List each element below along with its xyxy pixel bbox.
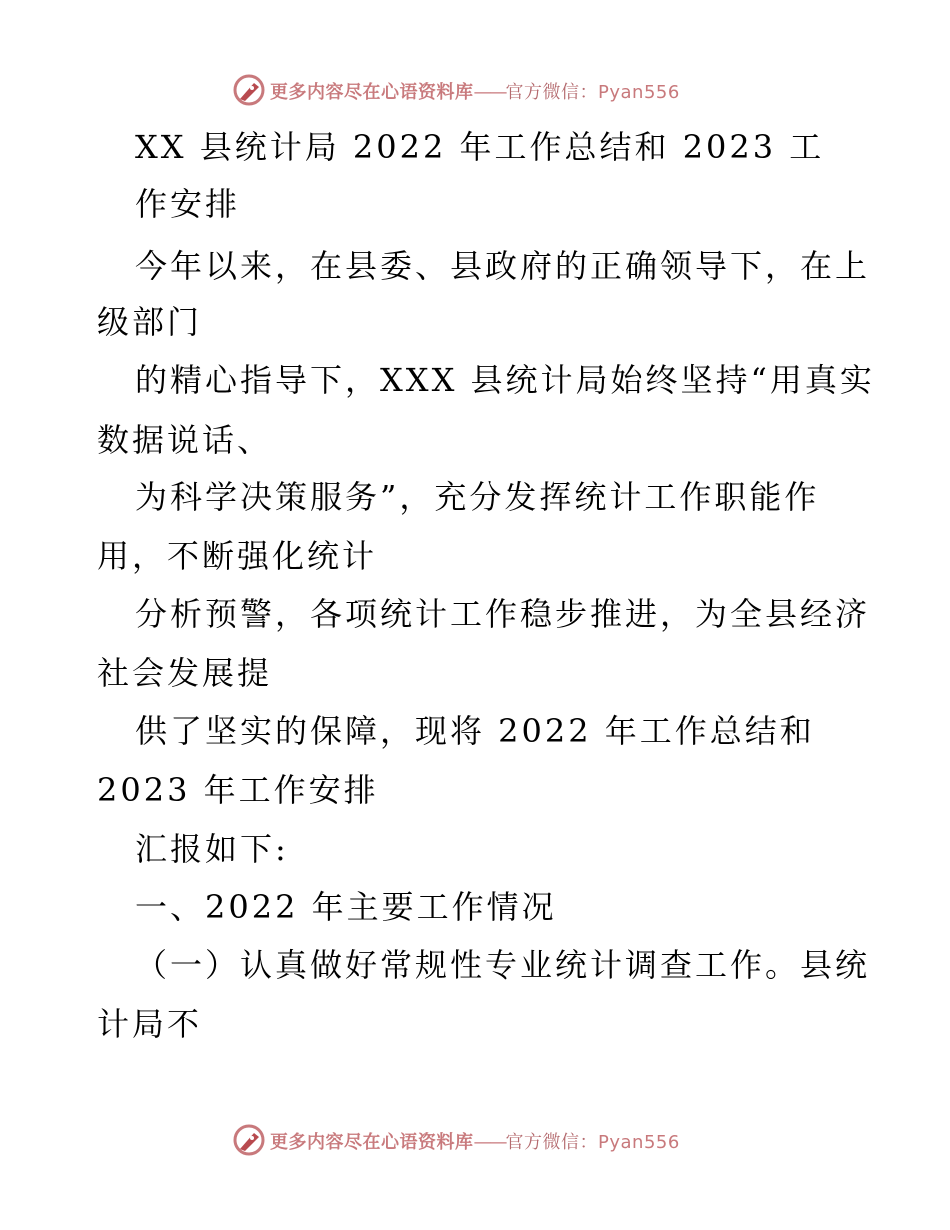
paragraph-line: 供了坚实的保障，现将 2022 年工作总结和: [135, 712, 815, 750]
watermark-brand: 更多内容尽在心语资料库: [270, 82, 474, 103]
section-heading: 一、2022 年主要工作情况: [135, 888, 557, 926]
paragraph-line: 用，不断强化统计: [97, 537, 378, 575]
paragraph-line: 2023 年工作安排: [97, 771, 379, 809]
footer-watermark-banner: [0, 1120, 950, 1160]
document-title-line-2: 作安排: [135, 185, 241, 223]
paragraph-line: 级部门: [97, 303, 203, 341]
paragraph-line: 社会发展提: [97, 654, 273, 692]
paragraph-line: 为科学决策服务”，充分发挥统计工作职能作: [135, 478, 820, 516]
watermark-dash: ——: [473, 1132, 506, 1153]
paragraph-line: 分析预警，各项统计工作稳步推进，为全县经济: [135, 595, 871, 633]
watermark-text: [270, 1128, 680, 1154]
paragraph-line: 计局不: [97, 1005, 203, 1043]
document-title-line-1: XX 县统计局 2022 年工作总结和 2023 工: [135, 128, 825, 166]
watermark-brand: 更多内容尽在心语资料库: [270, 1132, 474, 1153]
watermark-wechat-label: 官方微信：: [505, 1132, 598, 1153]
pen-nib-logo-icon: [232, 1123, 266, 1157]
watermark-wechat-id: Pyan556: [598, 82, 680, 103]
watermark-wechat-id: Pyan556: [598, 1132, 680, 1153]
watermark-wechat-label: 官方微信：: [505, 82, 598, 103]
paragraph-line: 数据说话、: [97, 421, 273, 459]
watermark-dash: ——: [473, 82, 506, 103]
paragraph-line: 今年以来，在县委、县政府的正确领导下，在上: [135, 247, 871, 285]
paragraph-line: 汇报如下:: [135, 830, 289, 868]
paragraph-line: 的精心指导下，XXX 县统计局始终坚持“用真实: [135, 361, 875, 399]
subsection-heading: （一）认真做好常规性专业统计调查工作。县统: [135, 946, 871, 984]
